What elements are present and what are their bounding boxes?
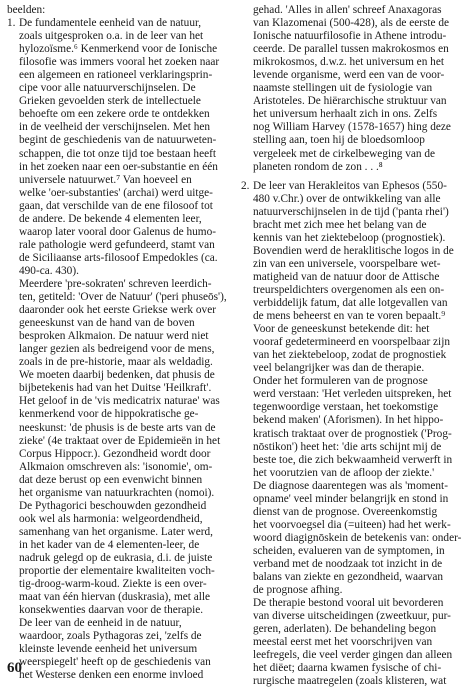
text-line: beelden:	[7, 4, 46, 16]
text-line: De diagnose daarentegen was als 'moment-	[253, 479, 448, 492]
text-line: matigheid van de natuur door de Attische	[253, 270, 440, 283]
text-line: het diëet; daarna kwamen fysische of chi-	[253, 662, 442, 675]
text-line: ceerde. De parallel tussen makrokosmos en	[253, 43, 449, 56]
text-line: Meerdere 'pre-sokraten' schreven leerdich-	[19, 277, 212, 290]
text-line: naamste stellingen uit de fysiologie van	[253, 82, 433, 95]
text-line: balans van ziekte en gezondheid, waarvan	[253, 571, 444, 584]
text-line: nog William Harvey (1578-1657) hing deze	[253, 121, 451, 134]
text-line: van diverse uitscheidingen (zweetkuur, pur-	[253, 610, 451, 623]
text-line: meestal eerst met het voorschrijven van	[253, 636, 433, 649]
text-line: Onder het formuleren van de prognose	[253, 375, 428, 388]
text-line: Aristoteles. De hiërarchische struktuur van	[253, 95, 447, 108]
text-line: zieke' (4e traktaat over de Epidemieën in het	[19, 434, 221, 447]
text-line: tig-droog-warm-koud. Ziekte is een over-	[19, 578, 207, 591]
text-line: in het kader van de 4 elementen-leer, de	[19, 538, 200, 551]
text-line: verband met de noodzaak tot inzicht in de	[253, 557, 443, 570]
text-line: het organisme van natuurkrachten (nomoi).	[19, 486, 215, 499]
text-line: cipe voor alle natuurverschijnselen. De	[19, 82, 196, 95]
text-line: filosofie was immers vooral het zoeken naar	[19, 56, 220, 69]
text-line: dat deze berust op een evenwicht binnen	[19, 473, 203, 486]
text-line: mikrokosmos, d.w.z. het universum en het	[253, 56, 444, 69]
text-line: proportie der elementaire kwaliteiten voch-	[19, 565, 215, 578]
text-line: behoefte om een zekere orde te ontdekken	[19, 108, 210, 121]
text-line: de prognose afhing.	[253, 584, 343, 597]
text-line: tegenwoordige verstaan, het toekomstige	[253, 401, 439, 414]
text-line: stelling aan, toen hij de bloedsomloop	[253, 134, 425, 147]
text-line: rale pathologie werd gefundeerd, stamt van	[19, 238, 215, 251]
text-line: kleinste levende eenheid het universum	[19, 643, 198, 656]
text-line: van het ziektebeloop, zodat de prognostiek	[253, 349, 447, 362]
text-line: zoals in de pre-historie, maar als weldadig.	[19, 356, 213, 369]
text-line: geren, aderlaten). De behandeling begon	[253, 623, 437, 636]
text-line: begint de geschiedenis van de natuurweten-	[19, 134, 217, 147]
text-line: konsekwenties daarvan voor de therapie.	[19, 604, 204, 617]
text-line: dienst van de prognose. Overeenkomstig	[253, 505, 438, 518]
text-line: universele natuurwet.⁷ Van hoeveel en	[19, 173, 192, 186]
text-line: waardoor, zoals Pythagoras zei, 'zelfs de	[19, 630, 202, 643]
text-line: treurspeldichters overgenomen als een on-	[253, 283, 445, 296]
text-line: 490-ca. 430).	[19, 264, 79, 277]
text-line: langer gezien als bedreigend voor de mens,	[19, 343, 215, 356]
text-line: Corpus Hippocr.). Gezondheid wordt door	[19, 447, 211, 460]
text-line: 2. De leer van Herakleitos van Ephesos (550-	[241, 179, 447, 192]
text-line: 480 v.Chr.) over de ontwikkeling van alle	[253, 192, 441, 205]
text-line: gehad. 'Alles in allen' schreef Anaxagoras	[253, 4, 442, 16]
text-line: hylozoïsme.⁶ Kenmerkend voor de Ionische	[19, 43, 218, 56]
text-line: van Klazomenai (500-428), als de eerste de	[253, 17, 450, 30]
text-line: kenmerkend voor de hippokratische ge-	[19, 408, 199, 421]
text-line: levende organisme, werd een van de voor-	[253, 69, 445, 82]
text-line: 1. De fundamentele eenheid van de natuur,	[7, 17, 202, 30]
text-line: nadruk gelegd op de eukrasia, d.i. de juiste	[19, 551, 213, 564]
text-line: Bovendien werd de heraklitische logos in de	[253, 244, 454, 257]
text-line: weerspiegelt' heeft op de geschiedenis van	[19, 656, 211, 669]
text-line: zin van een universele, voorspelbare wet-	[253, 257, 441, 270]
text-line: de Siciliaanse arts-filosoof Empedokles (ca.	[19, 251, 218, 264]
text-line: Voor de geneeskunst betekende dit: het	[253, 323, 430, 336]
text-line: woord diagignōskein de betekenis van: onder-	[253, 531, 462, 544]
text-line: zoals uitgesproken o.a. in de leer van het	[19, 30, 204, 43]
text-line: De therapie bestond vooral uit bevorderen	[253, 597, 444, 610]
text-line: maat van één hiervan (duskrasia), met alle	[19, 591, 211, 604]
text-line: bijbetekenis had van het Duitse 'Heilkraft'.	[19, 382, 212, 395]
text-line: het voorutzien van de afloop der ziekte.'	[253, 466, 435, 479]
text-line: De Pythagorici beschouwden gezondheid	[19, 499, 207, 512]
text-line: geneeskunst van de hand van de boven	[19, 317, 195, 330]
text-line: het voorvoegsel dia (=uiteen) had het werk-	[253, 518, 451, 531]
text-line: besproken Alkmaion. De natuur werd niet	[19, 330, 209, 343]
text-line: waarop later vooral door Galenus de humo-	[19, 225, 217, 238]
right-column	[241, 4, 463, 688]
text-line: samenhang van het organisme. Later werd,	[19, 525, 213, 538]
text-line: bracht met zich mee het belang van de	[253, 218, 427, 231]
text-line: schappen, die tot onze tijd toe bestaan heeft	[19, 147, 216, 160]
text-line: scheiden, evalueren van de symptomen, in	[253, 544, 445, 557]
text-line: bekend maken' (Aforismen). In het hippo-	[253, 414, 444, 427]
text-line: kratisch traktaat over de prognostiek ('Prog-	[253, 427, 452, 440]
text-line: opname' veel minder belangrijk en stond in	[253, 492, 449, 505]
text-line: natuurverschijnselen in de tijd ('panta rhei')	[253, 205, 449, 218]
text-line: het universum herhaalt zich in ons. Zelfs	[253, 108, 438, 121]
text-line: We moeten daarbij bedenken, dat phusis de	[19, 369, 215, 382]
text-line: ook wel als harmonia: welgeordendheid,	[19, 512, 203, 525]
text-line: vergeleek met de cirkelbeweging van de	[253, 147, 436, 160]
text-line: een algemeen en rationeel verklaringsprin-	[19, 69, 213, 82]
text-line: Het geloof in de 'vis medicatrix naturae' was	[19, 395, 220, 408]
text-line: beste toe, die zich bekwaamheid verwerft in	[253, 453, 453, 466]
text-line: Alkmaion omschreven als: 'isonomie', om-	[19, 460, 213, 473]
text-line: kennis van het ziektebeloop (prognostiek).	[253, 231, 446, 244]
text-line: de andere. De bekende 4 elementen leer,	[19, 212, 202, 225]
text-line: neeskunst: 'de phusis is de beste arts van de	[19, 421, 216, 434]
text-line: veel belangrijker was dan de therapie.	[253, 362, 425, 375]
text-line: leefregels, die veel verder gingen dan alleen	[253, 649, 453, 662]
text-line: in de veelheid der verschijnselen. Met hen	[19, 121, 211, 134]
text-line: gaan, dat verschilde van de ene filosoof tot	[19, 199, 213, 212]
text-line: rurgische maatregelen (zoals klisteren, wat	[253, 675, 447, 688]
text-line: planeten rondom de zon . . .⁸	[253, 160, 383, 173]
text-line: welke 'oer-substanties' (archai) werd uitge-	[19, 186, 213, 199]
text-line: daaronder ook het eerste Griekse werk over	[19, 304, 216, 317]
text-line: nōstikon') heet het: 'die arts schijnt mij de	[253, 440, 442, 453]
text-line: werd verstaan: 'Het verleden uitspreken, het	[253, 388, 452, 401]
text-line: Ionische natuurfilosofie in Athene introdu-	[253, 30, 447, 43]
text-line: vooraf gedetermineerd en voorspelbaar zijn	[253, 336, 450, 349]
text-line: De leer van de eenheid in de natuur,	[19, 617, 182, 630]
text-line: ten, getiteld: 'Over de Natuur' ('peri phuseōs'),	[19, 291, 227, 304]
text-line: het Westerse denken een enorme invloed	[19, 669, 204, 682]
text-line: Grieken gevoelden sterk de intellectuele	[19, 95, 201, 108]
text-line: verbiddelijk fatum, dat alle lotgevallen van	[253, 297, 448, 310]
text-line: de mens beheerst en van te voren bepaalt.⁹	[253, 310, 446, 323]
text-line: in het zoeken naar een oer-substantie en één	[19, 160, 218, 173]
left-column	[7, 4, 227, 682]
page-number: 60	[7, 660, 22, 676]
